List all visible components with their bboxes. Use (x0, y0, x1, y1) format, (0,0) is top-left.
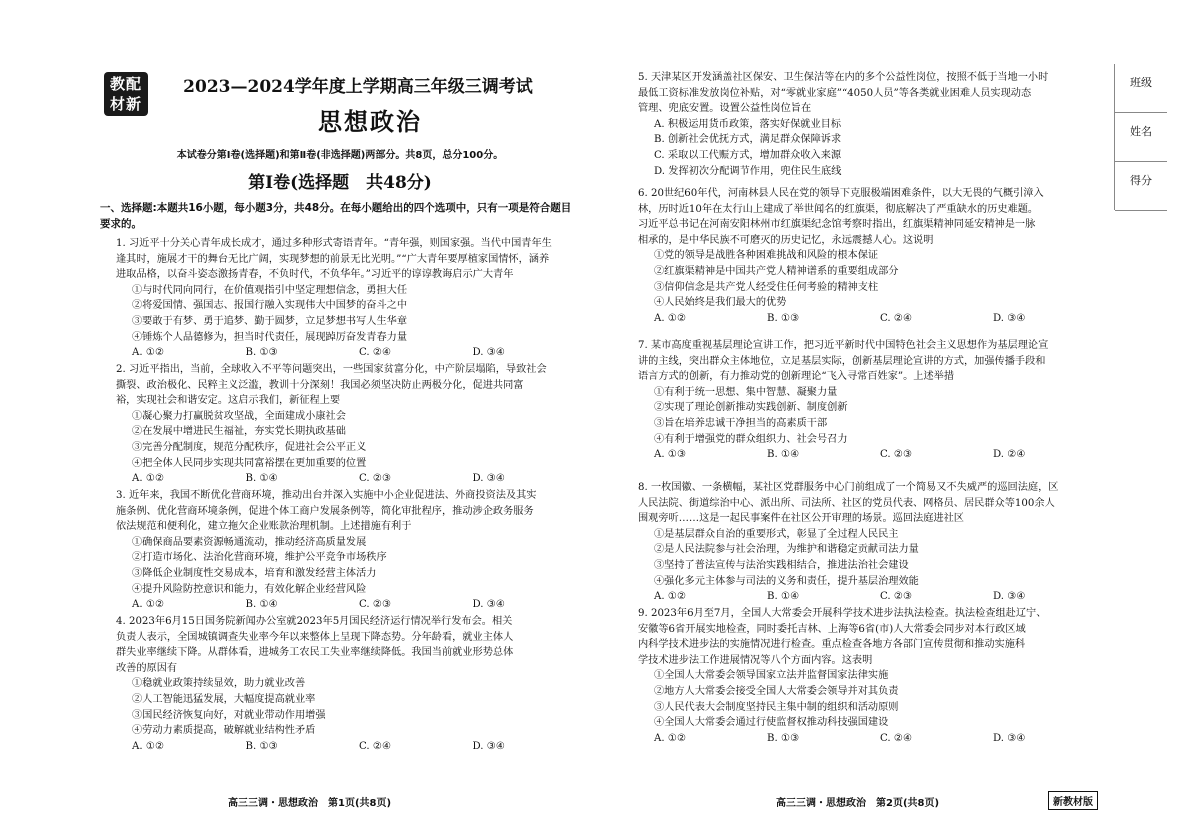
answer-option: ④劳动力素质提高，破解就业结构性矛盾 (132, 725, 316, 737)
answer-choice: A. ①② (654, 591, 687, 603)
question-stem-line: 1. 习近平十分关心青年成长成才，通过多种形式寄语青年。“青年强，则国家强。当代中国青年生 (116, 238, 552, 249)
edition-badge: 新教材版 (1048, 791, 1098, 810)
answer-choice: D. ③④ (472, 740, 506, 752)
answer-option: ②打造市场化、法治化营商环境，维护公平竞争市场秩序 (132, 552, 387, 564)
score-box (1114, 64, 1167, 210)
answer-choice: A. ①② (654, 312, 687, 324)
answer-option: ③人民代表大会制度坚持民主集中制的组织和活动原则 (654, 701, 899, 713)
answer-choice: B. ①④ (767, 449, 800, 461)
question-block (116, 488, 586, 613)
answer-choice: C. ②④ (359, 740, 392, 752)
answer-choice: C. ②③ (359, 473, 392, 485)
answer-option: ①有利于统一思想、集中智慧、凝聚力量 (654, 386, 838, 398)
answer-option: ①是基层群众自治的重要形式，彰显了全过程人民民主 (654, 528, 899, 540)
question-stem-line: 进取品格，以奋斗姿态激扬青春，不负时代，不负华年。”习近平的谆谆教诲启示广大青年 (116, 269, 514, 281)
answer-choice: C. ②④ (880, 312, 913, 324)
answer-choice: B. ①③ (767, 732, 800, 744)
answer-option: ③完善分配制度，规范分配秩序，促进社会公平正义 (132, 441, 367, 453)
question-stem-line: 7. 某市高度重视基层理论宣讲工作，把习近平新时代中国特色社会主义思想作为基层理论宣 (638, 340, 1049, 351)
question-stem-line: 6. 20世纪60年代，河南林县人民在党的领导下克服极端困难条件，以大无畏的气概引漳入 (638, 188, 1044, 199)
question-stem-line: 人民法院、街道综治中心、派出所、司法所、社区的党员代表、网格员、居民群众等100余人 (638, 497, 1055, 509)
question-block (638, 70, 1106, 179)
question-stem-line: 施条例、优化营商环境条例，促进个体工商户发展条例等，简化审批程序，推动涉企政务服务 (116, 505, 534, 517)
choice-row (638, 589, 1106, 605)
question-stem-line: 围观旁听……这是一起民事案件在社区公开审理的场景。巡回法庭进社区 (638, 513, 964, 525)
choice-row (116, 597, 586, 613)
question-block (116, 614, 586, 754)
question-stem-line: 撕裂、政治极化、民粹主义泛滥，教训十分深刻！我国必须坚决防止两极分化，促进共同富 (116, 379, 524, 391)
answer-option: ①党的领导是战胜各种困难挑战和风险的根本保证 (654, 250, 879, 262)
logo-text: 教配材新 (109, 75, 142, 113)
answer-option: ③旨在培养忠诚干净担当的高素质干部 (654, 417, 828, 429)
answer-choice: B. ①③ (245, 347, 278, 359)
answer-option: B. 创新社会优抚方式，满足群众保障诉求 (654, 134, 842, 146)
answer-choice: A. ①③ (654, 449, 687, 461)
question-stem-line: 9. 2023年6月至7月，全国人大常委会开展科学技术进步法执法检查。执法检查组赴辽宁、 (638, 608, 1047, 619)
choice-row (638, 731, 1106, 747)
answer-choice: B. ①④ (245, 473, 278, 485)
answer-option: D. 发挥初次分配调节作用，兜住民生底线 (654, 165, 842, 177)
exam-notice: 本试卷分第Ⅰ卷(选择题)和第Ⅱ卷(非选择题)两部分。共8页，总分100分。 (176, 150, 504, 161)
answer-option: ①全国人大常委会领导国家立法并监督国家法律实施 (654, 670, 889, 682)
question-stem-line: 负责人表示，全国城镇调查失业率今年以来整体上呈现下降态势。分年龄看，就业主体人 (116, 631, 514, 643)
exam-title: 2023—2024学年度上学期高三年级三调考试 (183, 77, 533, 97)
question-stem-line: 群失业率继续下降。从群体看，进城务工农民工失业率继续降低。我国当前就业形势总体 (116, 647, 514, 659)
choice-row (116, 471, 586, 487)
question-stem-line: 3. 近年来，我国不断优化营商环境，推动出台并深入实施中小企业促进法、外商投资法及其实 (116, 490, 537, 501)
section-instructions: 一、选择题:本题共16小题，每小题3分，共48分。在每小题给出的四个选项中，只有一项是符合题目要求的。 (100, 202, 572, 230)
answer-choice: B. ①④ (245, 599, 278, 611)
answer-choice: B. ①④ (767, 591, 800, 603)
question-stem-line: 最低工资标准发放岗位补贴，对“零就业家庭”“4050人员”等各类就业困难人员实现动态 (638, 87, 1032, 99)
choice-row (638, 447, 1106, 463)
question-block (638, 186, 1106, 326)
answer-choice: B. ①③ (245, 740, 278, 752)
answer-option: ②地方人大常委会接受全国人大常委会领导并对其负责 (654, 685, 899, 697)
question-stem-line: 安徽等6省开展实地检查，同时委托吉林、上海等6省(市)人大常委会同步对本行政区域 (638, 623, 1026, 635)
answer-option: ④全国人大常委会通过行使监督权推动科技强国建设 (654, 717, 889, 729)
answer-option: ③降低企业制度性交易成本，培育和激发经营主体活力 (132, 567, 377, 579)
answer-option: ③坚持了普法宣传与法治实践相结合，推进法治社会建设 (654, 559, 909, 571)
question-stem-line: 学技术进步法工作进展情况等八个方面内容。这表明 (638, 654, 873, 666)
answer-option: ①稳就业政策持续显效，助力就业改善 (132, 678, 306, 690)
answer-choice: C. ②③ (359, 599, 392, 611)
answer-option: ③信仰信念是共产党人经受住任何考验的精神支柱 (654, 281, 879, 293)
answer-option: ②在发展中增进民生福祉，夯实党长期执政基础 (132, 426, 346, 438)
answer-option: C. 采取以工代赈方式，增加群众收入来源 (654, 149, 842, 161)
answer-option: ②红旗渠精神是中国共产党人精神谱系的重要组成部分 (654, 265, 899, 277)
answer-option: ③要敢于有梦、勇于追梦、勤于圆梦，立足梦想书写人生华章 (132, 315, 408, 327)
answer-option: ①凝心聚力打赢脱贫攻坚战，全面建成小康社会 (132, 410, 346, 422)
answer-choice: D. ③④ (993, 312, 1026, 324)
question-stem-line: 内科学技术进步法的实施情况进行检查。重点检查各地方各部门宣传贯彻和推动实施科 (638, 639, 1026, 651)
answer-option: ④把全体人民同步实现共同富裕摆在更加重要的位置 (132, 457, 367, 469)
answer-choice: C. ②④ (359, 347, 392, 359)
answer-choice: A. ①② (132, 599, 165, 611)
answer-choice: D. ③④ (993, 591, 1026, 603)
choice-row (116, 345, 586, 361)
question-stem-line: 习近平总书记在河南安阳林州市红旗渠纪念馆考察时指出，红旗渠精神同延安精神是一脉 (638, 219, 1036, 231)
question-stem-line: 讲的主线，突出群众主体地位，立足基层实际，创新基层理论宣讲的方式，加强传播手段和 (638, 355, 1046, 367)
footer-left: 高三三调・思想政治 第1页(共8页) (228, 798, 392, 809)
publisher-logo (104, 72, 148, 116)
footer-right: 高三三调・思想政治 第2页(共8页) (776, 798, 940, 809)
subject-title: 思想政治 (318, 107, 422, 136)
answer-option: ④提升风险防控意识和能力，有效化解企业经营风险 (132, 583, 367, 595)
question-stem-line: 4. 2023年6月15日国务院新闻办公室就2023年5月国民经济运行情况举行发布会。相关 (116, 616, 513, 627)
choice-row (116, 739, 586, 755)
answer-choice: A. ①② (654, 732, 687, 744)
question-stem-line: 改善的原因有 (116, 662, 178, 674)
question-block (116, 236, 586, 361)
question-block (638, 606, 1106, 746)
score-label: 得分 (1115, 162, 1167, 211)
answer-choice: D. ③④ (472, 599, 506, 611)
answer-choice: C. ②④ (880, 732, 913, 744)
answer-option: ④人民始终是我们最大的优势 (654, 297, 787, 309)
answer-choice: A. ①② (132, 347, 165, 359)
class-label: 班级 (1115, 64, 1167, 113)
answer-choice: C. ②③ (880, 449, 913, 461)
question-stem-line: 管理、兜底安置。设置公益性岗位旨在 (638, 103, 812, 115)
answer-option: ②实现了理论创新推动实践创新、制度创新 (654, 402, 848, 414)
question-block (638, 338, 1106, 463)
answer-option: ②人工智能迅猛发展，大幅度提高就业率 (132, 693, 316, 705)
question-stem-line: 语言方式的创新，有力推动党的创新理论“飞入寻常百姓家”。上述举措 (638, 371, 955, 383)
answer-option: ④有利于增强党的群众组织力、社会号召力 (654, 433, 848, 445)
question-stem-line: 相承的，是中华民族不可磨灭的历史记忆，永远震撼人心。这说明 (638, 234, 934, 246)
question-block (116, 362, 586, 487)
answer-option: ④强化多元主体参与司法的义务和责任，提升基层治理效能 (654, 575, 919, 587)
question-stem-line: 8. 一枚国徽、一条横幅，某社区党群服务中心门前组成了一个简易又不失威严的巡回法庭，区 (638, 482, 1059, 493)
question-stem-line: 林，历时近10年在太行山上建成了举世闻名的红旗渠，彻底解决了严重缺水的历史难题。 (638, 203, 1039, 215)
answer-choice: D. ②④ (993, 449, 1026, 461)
question-stem-line: 依法规范和便利化，建立拖欠企业账款治理机制。上述措施有利于 (116, 521, 412, 533)
answer-choice: D. ③④ (472, 473, 506, 485)
answer-option: A. 积极运用货币政策，落实好保就业目标 (654, 118, 842, 130)
answer-option: ①确保商品要素资源畅通流动，推动经济高质量发展 (132, 536, 367, 548)
choice-row (638, 311, 1106, 327)
answer-choice: C. ②③ (880, 591, 913, 603)
answer-option: ②是人民法院参与社会治理，为维护和谐稳定贡献司法力量 (654, 544, 919, 556)
name-label: 姓名 (1115, 113, 1167, 162)
question-stem-line: 2. 习近平指出，当前，全球收入不平等问题突出，一些国家贫富分化，中产阶层塌陷，导致社会 (116, 364, 547, 375)
part-title: 第Ⅰ卷(选择题 共48分) (248, 173, 432, 193)
question-stem-line: 5. 天津某区开发涵盖社区保安、卫生保洁等在内的多个公益性岗位，按照不低于当地一小时 (638, 72, 1049, 83)
question-stem-line: 逢其时，施展才干的舞台无比广阔，实现梦想的前景无比光明。”“广大青年要厚植家国情怀，涵养 (116, 253, 550, 265)
answer-choice: A. ①② (132, 740, 165, 752)
answer-option: ④锤炼个人品德修为，担当时代责任，展现踔厉奋发青春力量 (132, 331, 408, 343)
answer-option: ①与时代同向同行，在价值观指引中坚定理想信念，勇担大任 (132, 284, 408, 296)
answer-choice: A. ①② (132, 473, 165, 485)
answer-option: ②将爱国情、强国志、报国行融入实现伟大中国梦的奋斗之中 (132, 300, 408, 312)
answer-choice: D. ③④ (472, 347, 506, 359)
question-stem-line: 裕，实现社会和谐安定。这启示我们，新征程上要 (116, 395, 341, 407)
answer-choice: D. ③④ (993, 732, 1026, 744)
answer-choice: B. ①③ (767, 312, 800, 324)
answer-option: ③国民经济恢复向好，对就业带动作用增强 (132, 709, 326, 721)
question-block (638, 480, 1106, 605)
